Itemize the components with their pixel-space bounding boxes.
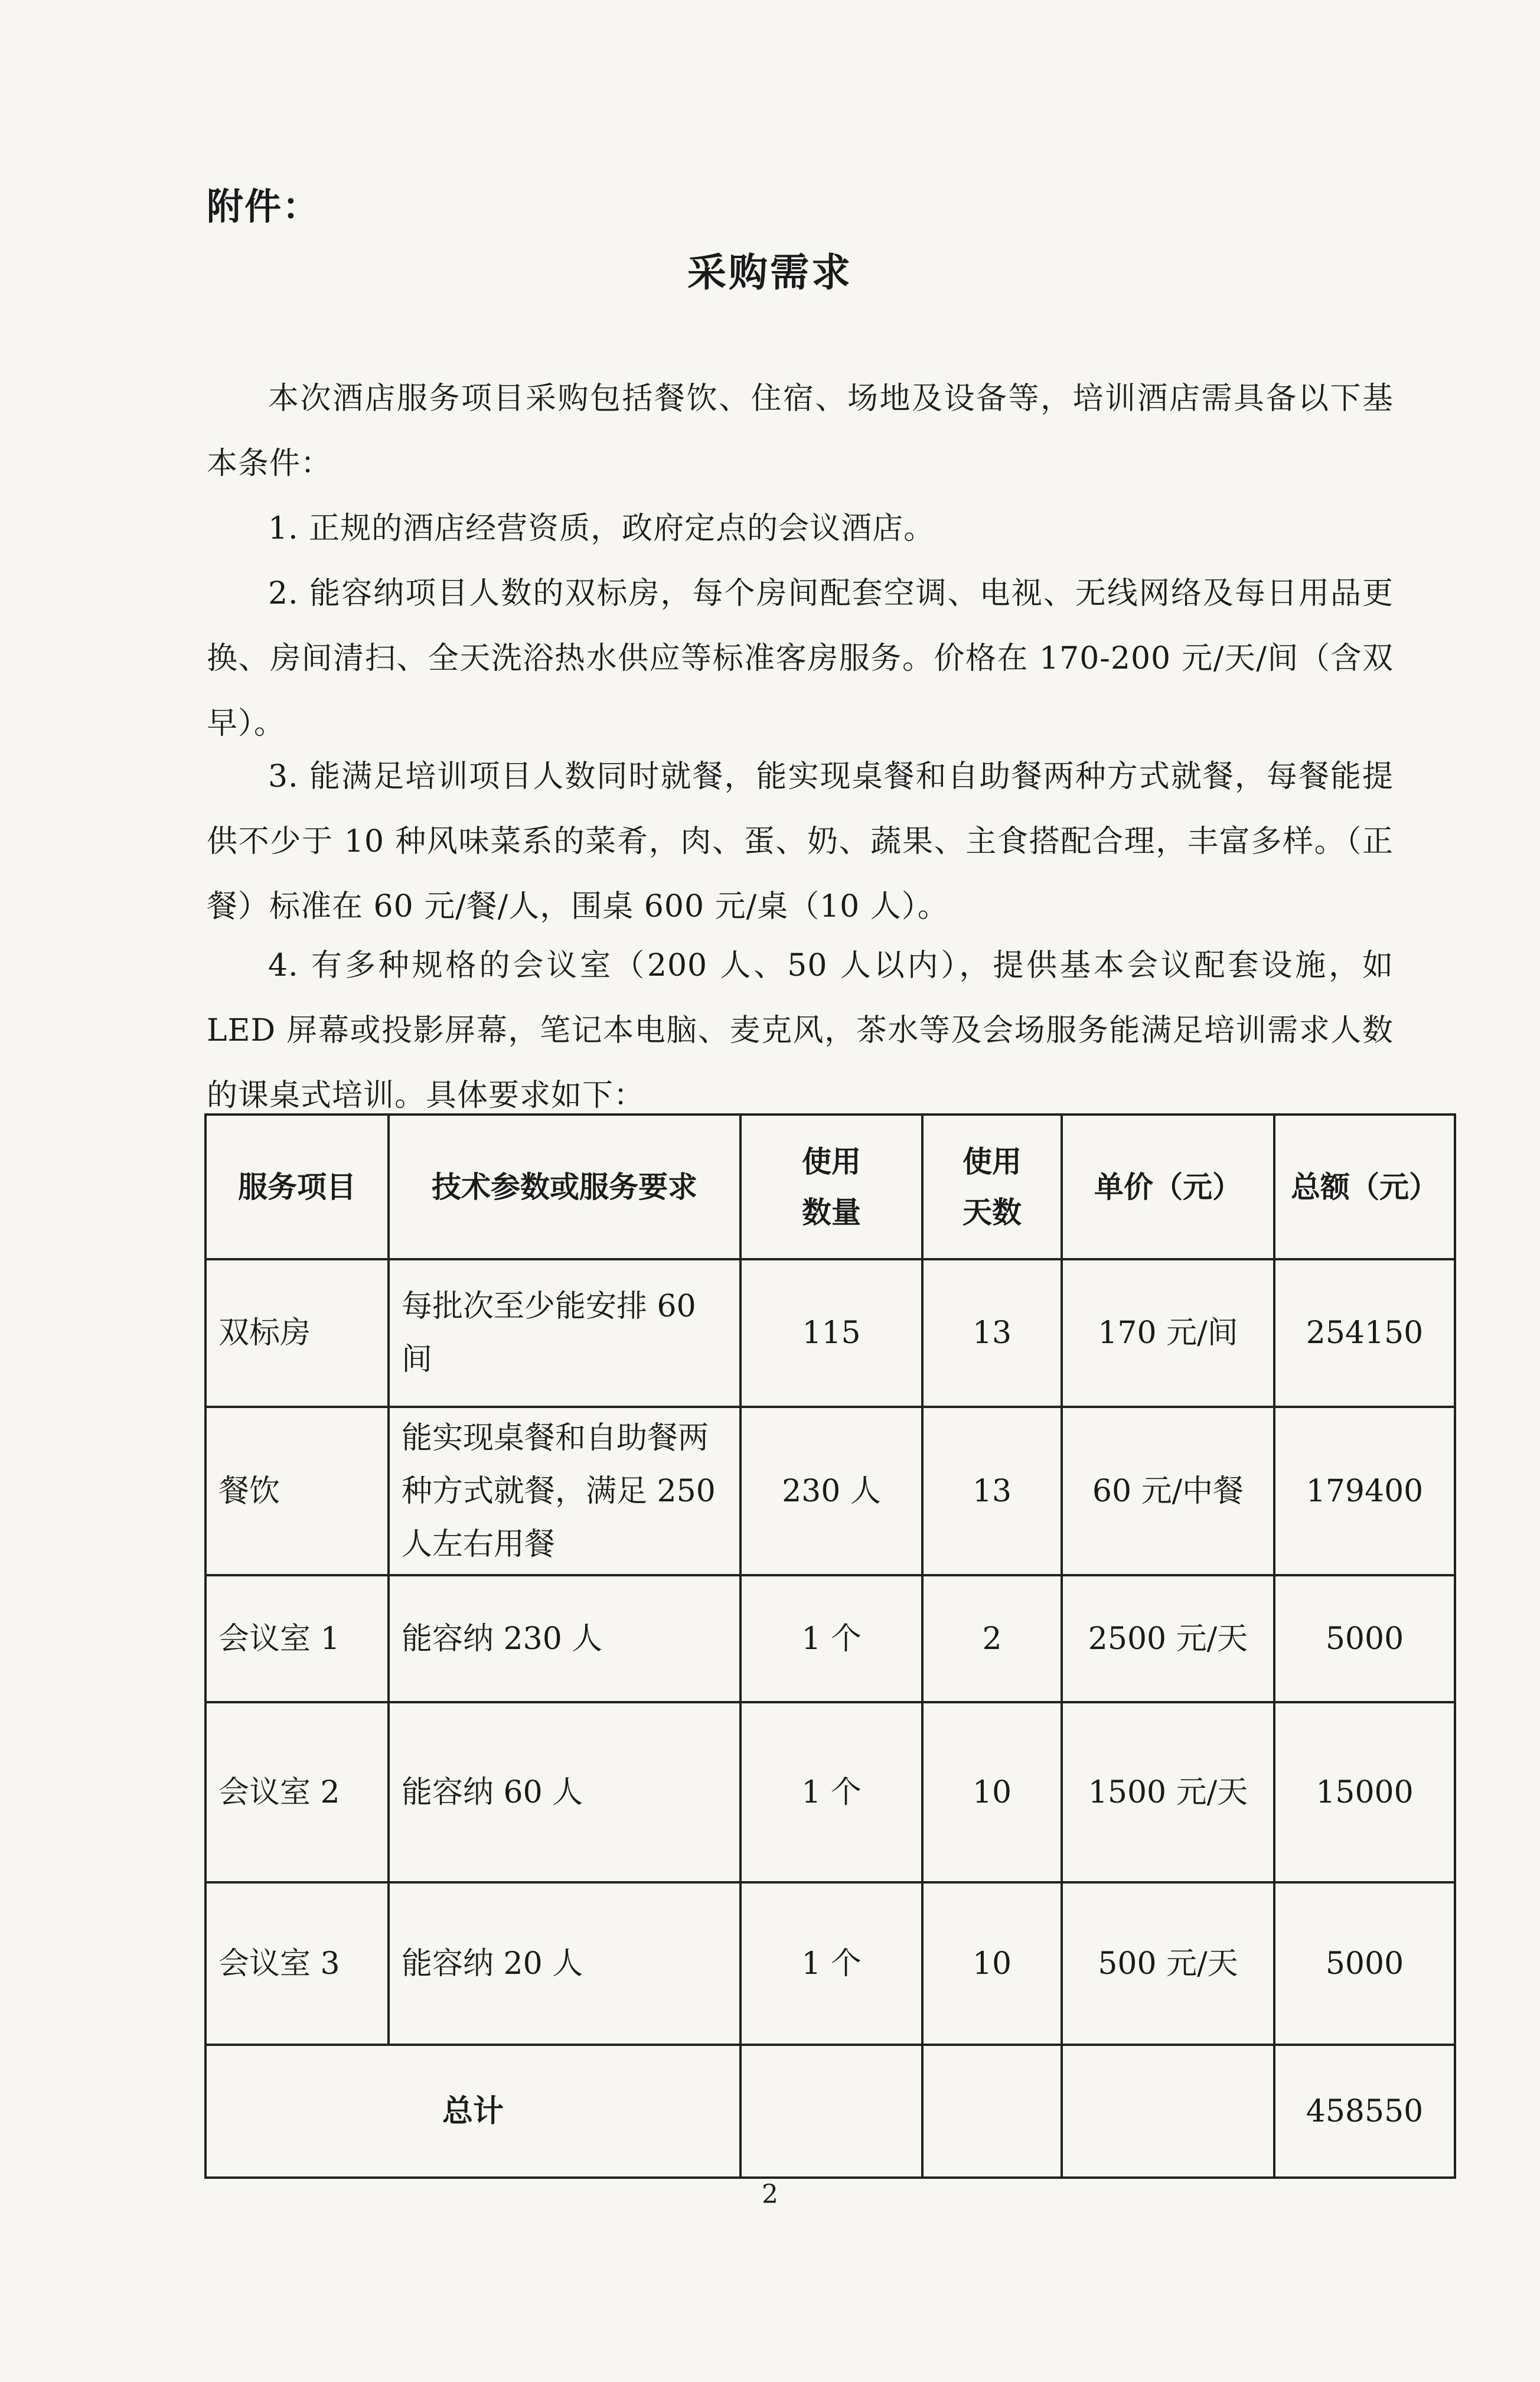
procurement-table xyxy=(204,1113,1456,2179)
header-quantity-line1: 使用 xyxy=(802,1144,861,1179)
cell-unit-price: 1500 元/天 xyxy=(1062,1702,1274,1882)
header-days-line2: 天数 xyxy=(962,1195,1022,1230)
cell-total: 5000 xyxy=(1274,1575,1455,1702)
attachment-label: 附件： xyxy=(207,185,321,228)
cell-quantity: 1 个 xyxy=(740,1882,922,2045)
page-title: 采购需求 xyxy=(687,250,853,295)
requirement-item-1: 1. 正规的酒店经营资质，政府定点的会议酒店。 xyxy=(268,511,935,546)
header-unit-price: 单价（元） xyxy=(1062,1115,1274,1259)
header-quantity-line2: 数量 xyxy=(802,1195,861,1230)
summary-empty-days xyxy=(922,2045,1062,2178)
cell-unit-price: 2500 元/天 xyxy=(1062,1575,1274,1702)
table-row xyxy=(205,1575,1455,1702)
cell-spec: 能容纳 20 人 xyxy=(389,1882,740,2045)
cell-item: 双标房 xyxy=(205,1259,389,1407)
cell-spec: 能实现桌餐和自助餐两种方式就餐，满足 250 人左右用餐 xyxy=(389,1407,740,1575)
cell-item: 餐饮 xyxy=(205,1407,389,1575)
requirement-item-2: 2. 能容纳项目人数的双标房，每个房间配套空调、电视、无线网络及每日用品更换、房间清扫、全天洗浴热水供应等标准客房服务。价格在 170-200 元/天/间（含双早）。 xyxy=(207,576,1394,741)
summary-total: 458550 xyxy=(1274,2045,1455,2178)
summary-empty-quantity xyxy=(740,2045,922,2178)
table-header-row xyxy=(205,1115,1455,1259)
table-row xyxy=(205,1259,1455,1407)
cell-days: 10 xyxy=(922,1882,1062,2045)
page-number: 2 xyxy=(762,2179,778,2210)
cell-days: 2 xyxy=(922,1575,1062,1702)
cell-quantity: 230 人 xyxy=(740,1407,922,1575)
cell-total: 254150 xyxy=(1274,1259,1455,1407)
cell-total: 179400 xyxy=(1274,1407,1455,1575)
cell-item: 会议室 3 xyxy=(205,1882,389,2045)
cell-total: 15000 xyxy=(1274,1702,1455,1882)
cell-quantity: 1 个 xyxy=(740,1575,922,1702)
table-row xyxy=(205,1407,1455,1575)
requirement-item-4: 4. 有多种规格的会议室（200 人、50 人以内），提供基本会议配套设施，如 LED 屏幕或投影屏幕，笔记本电脑、麦克风，茶水等及会场服务能满足培训需求人数的课桌式培训。具体要求如下： xyxy=(207,948,1394,1113)
cell-spec: 能容纳 60 人 xyxy=(389,1702,740,1882)
requirement-item-3: 3. 能满足培训项目人数同时就餐，能实现桌餐和自助餐两种方式就餐，每餐能提供不少于 10 种风味菜系的菜肴，肉、蛋、奶、蔬果、主食搭配合理，丰富多样。（正餐）标准在 60 元/餐/人，围桌 600 元/桌（10 人）。 xyxy=(207,759,1394,924)
table-row xyxy=(205,1882,1455,2045)
header-quantity xyxy=(740,1115,922,1259)
cell-item: 会议室 2 xyxy=(205,1702,389,1882)
header-total: 总额（元） xyxy=(1274,1115,1455,1259)
summary-empty-unit-price xyxy=(1062,2045,1274,2178)
header-spec: 技术参数或服务要求 xyxy=(389,1115,740,1259)
cell-spec: 每批次至少能安排 60 间 xyxy=(389,1259,740,1407)
cell-days: 10 xyxy=(922,1702,1062,1882)
summary-label: 总计 xyxy=(205,2045,740,2178)
table-summary-row xyxy=(205,2045,1455,2178)
header-days-line1: 使用 xyxy=(962,1144,1022,1179)
cell-quantity: 115 xyxy=(740,1259,922,1407)
cell-days: 13 xyxy=(922,1407,1062,1575)
cell-unit-price: 500 元/天 xyxy=(1062,1882,1274,2045)
cell-days: 13 xyxy=(922,1259,1062,1407)
cell-unit-price: 60 元/中餐 xyxy=(1062,1407,1274,1575)
cell-item: 会议室 1 xyxy=(205,1575,389,1702)
cell-quantity: 1 个 xyxy=(740,1702,922,1882)
table-row xyxy=(205,1702,1455,1882)
cell-total: 5000 xyxy=(1274,1882,1455,2045)
header-days xyxy=(922,1115,1062,1259)
cell-spec: 能容纳 230 人 xyxy=(389,1575,740,1702)
intro-paragraph: 本次酒店服务项目采购包括餐饮、住宿、场地及设备等，培训酒店需具备以下基本条件： xyxy=(207,381,1394,481)
cell-unit-price: 170 元/间 xyxy=(1062,1259,1274,1407)
header-item: 服务项目 xyxy=(205,1115,389,1259)
